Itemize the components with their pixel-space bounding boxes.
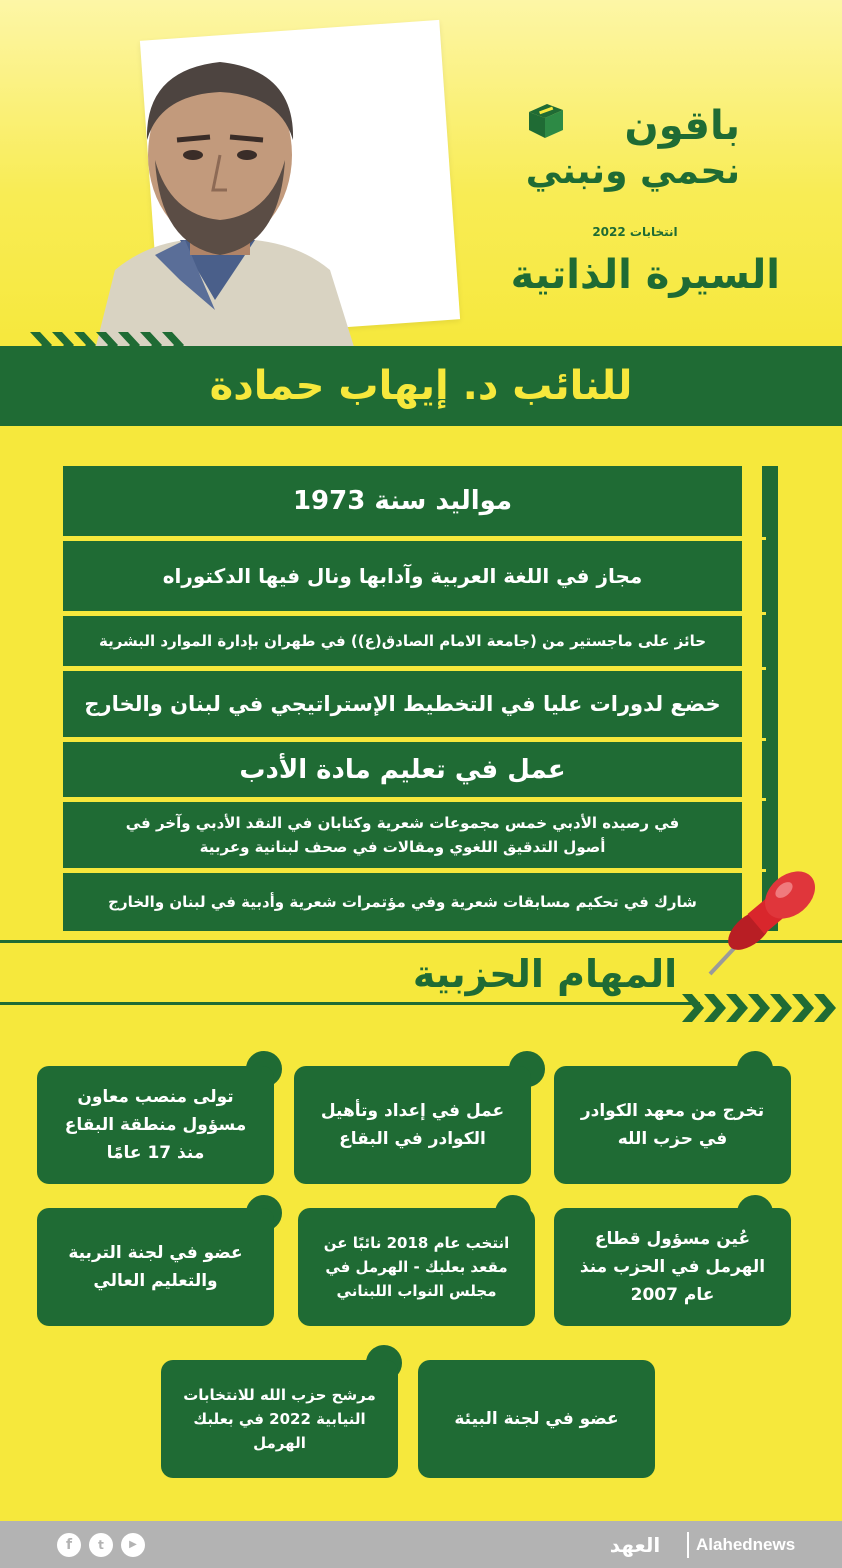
bio-side-bar — [762, 466, 778, 931]
twitter-icon[interactable]: t — [89, 1533, 113, 1557]
bio-row: خضع لدورات عليا في التخطيط الإستراتيجي في لبنان والخارج — [63, 671, 746, 737]
youtube-icon[interactable]: ▶ — [121, 1533, 145, 1557]
task-card: عُين مسؤول قطاع الهرمل في الحزب منذ عام 2007 — [554, 1208, 791, 1326]
bio-row: في رصيده الأدبي خمس مجموعات شعرية وكتابان في النقد الأدبي وآخر في أصول التدقيق اللغوي ومقالات في صحف لبنانية وعربية — [63, 802, 746, 868]
divider — [746, 667, 766, 670]
ballot-box-icon — [525, 100, 565, 140]
task-card: عضو في لجنة البيئة — [418, 1360, 655, 1478]
page-title: السيرة الذاتية — [510, 252, 780, 298]
task-card: مرشح حزب الله للانتخابات النيابية 2022 في بعلبك الهرمل — [161, 1360, 398, 1478]
facebook-icon[interactable]: f — [57, 1533, 81, 1557]
elections-label: انتخابات 2022 — [592, 225, 678, 239]
brand-name[interactable]: Alahednews — [696, 1535, 796, 1554]
section-rule — [0, 1002, 700, 1005]
divider — [746, 798, 766, 801]
bio-row: حائز على ماجستير من (جامعة الامام الصادق(ع)) في طهران بإدارة الموارد البشرية — [63, 616, 746, 666]
bio-row: شارك في تحكيم مسابقات شعرية وفي مؤتمرات شعرية وأدبية في لبنان والخارج — [63, 873, 746, 931]
logo-slogan-line2: نحمي ونبني — [525, 151, 740, 192]
task-card: تولى منصب معاون مسؤول منطقة البقاع منذ 17 عامًا — [37, 1066, 274, 1184]
task-card: عضو في لجنة التربية والتعليم العالي — [37, 1208, 274, 1326]
task-card: انتخب عام 2018 نائبًا عن مقعد بعلبك - الهرمل في مجلس النواب اللبناني — [298, 1208, 535, 1326]
bio-row: مواليد سنة 1973 — [63, 466, 746, 536]
task-card: عمل في إعداد وتأهيل الكوادر في البقاع — [294, 1066, 531, 1184]
divider — [746, 537, 766, 540]
pushpin-icon — [700, 870, 830, 980]
tasks-title: المهام الحزبية — [412, 952, 678, 996]
chevron-right-icon — [678, 990, 842, 1026]
deputy-name: للنائب د. إيهاب حمادة — [209, 363, 633, 409]
divider — [687, 1532, 689, 1558]
brand-logo-arabic: العهد — [609, 1533, 661, 1557]
task-card: تخرج من معهد الكوادر في حزب الله — [554, 1066, 791, 1184]
bio-row: عمل في تعليم مادة الأدب — [63, 742, 746, 797]
bio-row: مجاز في اللغة العربية وآدابها ونال فيها الدكتوراه — [63, 541, 746, 611]
divider — [746, 738, 766, 741]
logo-slogan-line1: باقون — [624, 103, 740, 149]
portrait-photo — [85, 40, 355, 350]
divider — [746, 612, 766, 615]
